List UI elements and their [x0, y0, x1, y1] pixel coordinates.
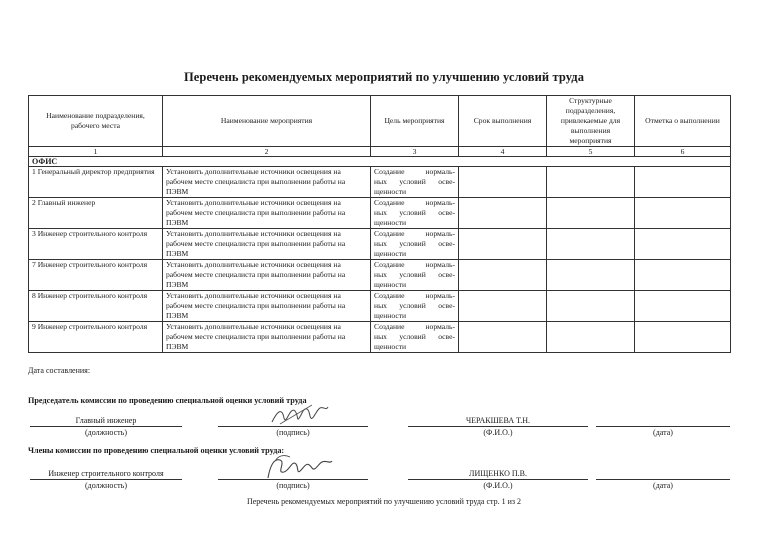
place-cell: 7 Инженер строительного контроля — [29, 260, 163, 291]
place-cell: 3 Инженер строительного контроля — [29, 229, 163, 260]
term-cell — [459, 260, 547, 291]
table-row — [29, 291, 731, 322]
goal-cell — [371, 198, 459, 229]
column-number: 3 — [371, 147, 459, 157]
goal-cell — [371, 260, 459, 291]
goal-cell — [371, 167, 459, 198]
column-number: 6 — [635, 147, 731, 157]
goal-cell — [371, 229, 459, 260]
column-number: 1 — [29, 147, 163, 157]
chair-position-line — [30, 426, 182, 427]
table-row — [29, 198, 731, 229]
measure-cell: Установить дополнительные источники освещения на рабочем месте специалиста при выполнении работы на ПЭВМ — [163, 167, 371, 198]
header-term: Срок выполнения — [459, 96, 547, 147]
measure-cell: Установить дополнительные источники освещения на рабочем месте специалиста при выполнении работы на ПЭВМ — [163, 322, 371, 353]
header-units: Структурные подразделения, привлекаемые для выполнения мероприятия — [547, 96, 635, 147]
goal-line: щенности — [374, 187, 407, 196]
goal-line: щенности — [374, 280, 407, 289]
goal-line: щенности — [374, 249, 407, 258]
units-cell — [547, 260, 635, 291]
header-measure: Наименование мероприятия — [163, 96, 371, 147]
header-place: Наименование подразделения, рабочего места — [29, 96, 163, 147]
chair-name-line — [408, 426, 588, 427]
term-cell — [459, 167, 547, 198]
goal-line: Создание нормаль- — [374, 167, 455, 176]
date-caption: (дата) — [653, 481, 673, 490]
fio-caption: (Ф.И.О.) — [483, 428, 513, 437]
chair-position: Главный инженер — [75, 416, 137, 425]
units-cell — [547, 229, 635, 260]
header-goal: Цель мероприятия — [371, 96, 459, 147]
goal-line: ных условий осве- — [374, 208, 455, 217]
term-cell — [459, 322, 547, 353]
table-row — [29, 229, 731, 260]
mark-cell — [635, 260, 731, 291]
chair-signature-line — [218, 426, 368, 427]
goal-cell — [371, 291, 459, 322]
member-signature-line — [218, 479, 368, 480]
column-number: 2 — [163, 147, 371, 157]
chair-name: ЧЕРАКШЕВА Т.Н. — [465, 416, 531, 425]
table-row — [29, 167, 731, 198]
member-position-line — [30, 479, 182, 480]
goal-line: ных условий осве- — [374, 270, 455, 279]
place-cell: 9 Инженер строительного контроля — [29, 322, 163, 353]
term-cell — [459, 229, 547, 260]
column-number: 4 — [459, 147, 547, 157]
measure-cell: Установить дополнительные источники освещения на рабочем месте специалиста при выполнении работы на ПЭВМ — [163, 198, 371, 229]
goal-line: ных условий осве- — [374, 301, 455, 310]
goal-cell — [371, 322, 459, 353]
column-number-row — [29, 147, 731, 157]
term-cell — [459, 291, 547, 322]
position-caption: (должность) — [85, 481, 127, 490]
units-cell — [547, 322, 635, 353]
goal-line: ных условий осве- — [374, 332, 455, 341]
units-cell — [547, 167, 635, 198]
signature-caption: (подпись) — [276, 481, 310, 490]
place-cell: 2 Главный инженер — [29, 198, 163, 229]
document-title: Перечень рекомендуемых мероприятий по улучшению условий труда — [183, 70, 585, 84]
date-caption: (дата) — [653, 428, 673, 437]
fio-caption: (Ф.И.О.) — [483, 481, 513, 490]
measure-cell: Установить дополнительные источники освещения на рабочем месте специалиста при выполнении работы на ПЭВМ — [163, 229, 371, 260]
member-name-line — [408, 479, 588, 480]
goal-line: ных условий осве- — [374, 177, 455, 186]
term-cell — [459, 198, 547, 229]
measure-cell: Установить дополнительные источники освещения на рабочем месте специалиста при выполнении работы на ПЭВМ — [163, 291, 371, 322]
goal-line: Создание нормаль- — [374, 322, 455, 331]
goal-line: Создание нормаль- — [374, 260, 455, 269]
table-row — [29, 322, 731, 353]
member-date-line — [596, 479, 730, 480]
measure-cell: Установить дополнительные источники освещения на рабочем месте специалиста при выполнении работы на ПЭВМ — [163, 260, 371, 291]
chair-signature — [268, 402, 330, 428]
chair-heading: Председатель комиссии по проведению специальной оценки условий труда — [28, 396, 307, 405]
mark-cell — [635, 322, 731, 353]
goal-line: щенности — [374, 311, 407, 320]
goal-line: ных условий осве- — [374, 239, 455, 248]
members-heading: Члены комиссии по проведению специальной оценки условий труда: — [28, 446, 285, 455]
table-row — [29, 260, 731, 291]
section-row — [29, 157, 731, 167]
page-footer: Перечень рекомендуемых мероприятий по улучшению условий труда стр. 1 из 2 — [246, 497, 522, 506]
units-cell — [547, 291, 635, 322]
goal-line: Создание нормаль- — [374, 291, 455, 300]
goal-line: Создание нормаль- — [374, 198, 455, 207]
mark-cell — [635, 198, 731, 229]
section-title: ОФИС — [29, 157, 731, 167]
goal-line: щенности — [374, 218, 407, 227]
goal-line: щенности — [374, 342, 407, 351]
mark-cell — [635, 229, 731, 260]
mark-cell — [635, 291, 731, 322]
units-cell — [547, 198, 635, 229]
column-number: 5 — [547, 147, 635, 157]
place-cell: 1 Генеральный директор предприятия — [29, 167, 163, 198]
member-position: Инженер строительного контроля — [48, 469, 164, 478]
chair-date-line — [596, 426, 730, 427]
mark-cell — [635, 167, 731, 198]
place-cell: 8 Инженер строительного контроля — [29, 291, 163, 322]
measures-table — [28, 95, 731, 353]
position-caption: (должность) — [85, 428, 127, 437]
goal-line: Создание нормаль- — [374, 229, 455, 238]
table-header-row — [29, 96, 731, 147]
signature-caption: (подпись) — [276, 428, 310, 437]
member-name: ЛИЩЕНКО П.В. — [469, 469, 527, 478]
date-label: Дата составления: — [28, 366, 91, 375]
header-mark: Отметка о выполнении — [635, 96, 731, 147]
